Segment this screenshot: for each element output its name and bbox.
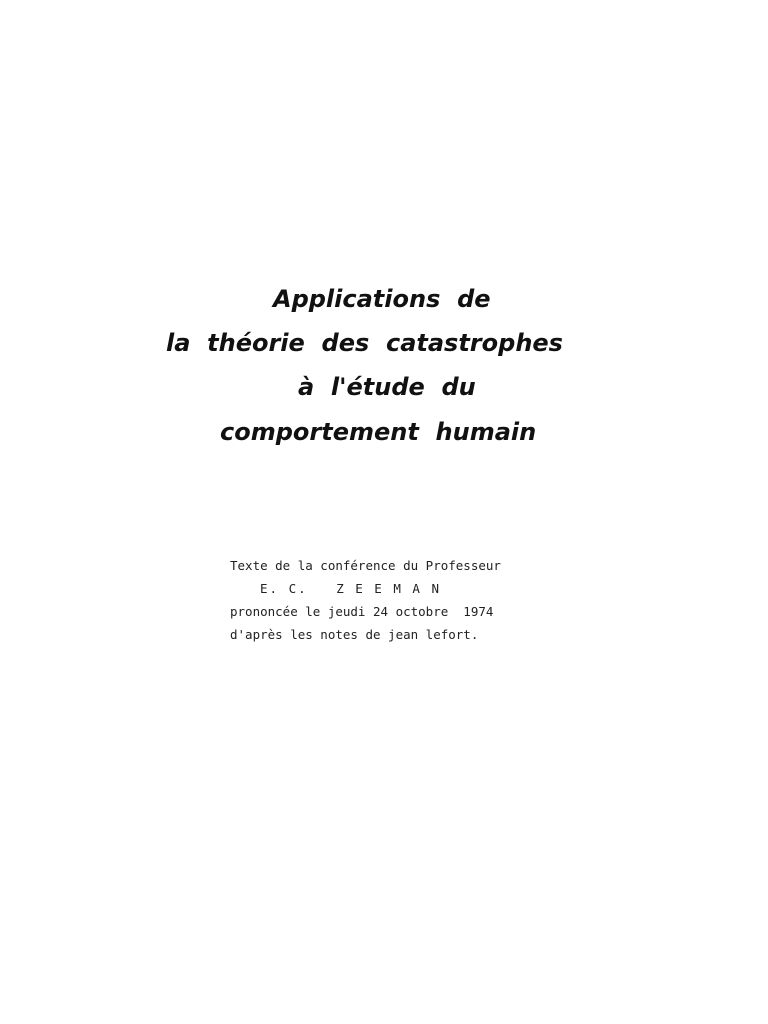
title-line-3: à l'étude du: [298, 373, 476, 401]
title-line-4: comportement humain: [220, 418, 537, 446]
lecture-date-line: prononcée le jeudi 24 octobre 1974: [230, 604, 494, 619]
title-line-2: la théorie des catastrophes: [166, 329, 563, 357]
notes-credit-line: d'après les notes de jean lefort.: [230, 627, 479, 642]
lecture-intro-line: Texte de la conférence du Professeur: [230, 558, 501, 573]
title-line-1: Applications de: [273, 285, 491, 313]
lecturer-name: E. C. Z E E M A N: [260, 581, 441, 596]
